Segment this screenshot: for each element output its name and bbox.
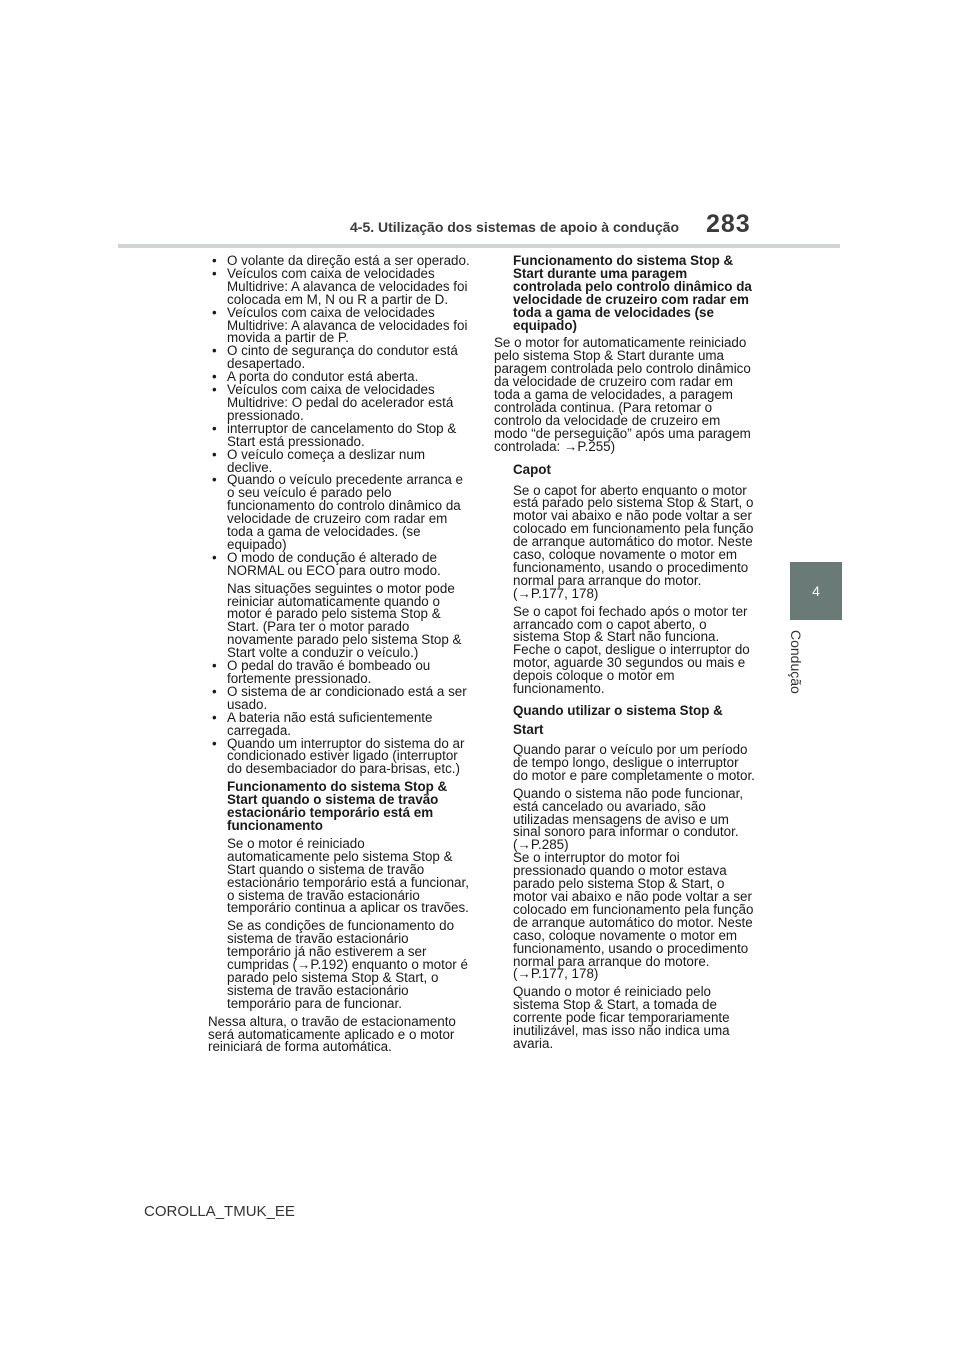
radar-paragraph: Se o motor for automaticamente reiniciado pelo sistema Stop & Start durante uma paragem controlada pelo controlo dinâmico da velocidade de cruzeiro com radar em toda a gama de velocidades, a paragem controlada continua. (Para retomar o controlo da velocidade de cruzeiro em modo “de perseguição” após uma paragem controlada: →P.255) xyxy=(494,335,751,454)
section-title: 4-5. Utilização dos sistemas de apoio à condução xyxy=(350,219,680,235)
use-paragraph: Quando parar o veículo por um período de tempo longo, desligue o interruptor do motor e pare completamente o motor. xyxy=(513,742,755,783)
bullet-list-conditions xyxy=(208,255,470,578)
list-item: • Veículos com caixa de velocidades Multidrive: A alavanca de velocidades foi colocada em M, N ou R a partir de D. xyxy=(208,268,470,307)
brake-heading: Funcionamento do sistema Stop & Start quando o sistema de travão estacionário temporário está em funcionamento xyxy=(227,779,448,833)
list-item: • Quando o veículo precedente arranca e o seu veículo é parado pelo funcionamento do controlo dinâmico da velocidade de cruzeiro com radar em toda a gama de velocidades. (se equipado) xyxy=(208,474,470,551)
list-item: • O volante da direção está a ser operado. xyxy=(208,255,470,268)
list-item: • O veículo começa a deslizar num declive. xyxy=(208,449,470,475)
model-code: COROLLA_TMUK_EE xyxy=(144,1203,295,1220)
right-column xyxy=(494,255,756,1051)
brake-paragraph: Se as condições de funcionamento do sistema de travão estacionário temporário já não estiverem a ser cumpridas (→P.192) enquanto o motor é parado pelo sistema Stop & Start, o sistema de travão estacionário temporário para de funcionar. xyxy=(227,918,468,1011)
use-heading: Quando utilizar o sistema Stop & Start xyxy=(513,703,723,737)
radar-heading: Funcionamento do sistema Stop & Start durante uma paragem controlada pelo controlo dinâmico da velocidade de cruzeiro com radar em toda a gama de velocidades (se equipado) xyxy=(513,253,752,333)
capot-paragraph: Se o capot foi fechado após o motor ter arrancado com o capot aberto, o sistema Stop & Start não funciona. Feche o capot, desligue o interruptor do motor, aguarde 30 segundos ou mais e depois coloque o motor em funcionamento. xyxy=(513,603,750,697)
brake-paragraph: Nessa altura, o travão de estacionamento será automaticamente aplicado e o motor reiniciará de forma automática. xyxy=(208,1013,456,1055)
list-item: • O modo de condução é alterado de NORMAL ou ECO para outro modo. xyxy=(208,552,470,578)
left-column xyxy=(208,255,470,1054)
use-paragraph: Se o interruptor do motor foi pressionado quando o motor estava parado pelo sistema Stop & Start, o motor vai abaixo e não pode voltar a ser colocado em funcionamento pela função de arranque automático do motor. Neste caso, coloque novamente o motor em funcionamento, usando o procedimento normal para arranque do motore. (→P.177, 178) xyxy=(513,850,754,982)
chapter-label-text: Condução xyxy=(788,630,804,694)
use-paragraph: Quando o motor é reiniciado pelo sistema Stop & Start, a tomada de corrente pode ficar temporariamente inutilizável, mas isso não indica uma avaria. xyxy=(513,984,730,1051)
list-item: • interruptor de cancelamento do Stop & Start está pressionado. xyxy=(208,423,470,449)
chapter-tab[interactable] xyxy=(790,562,842,620)
header-rule xyxy=(118,244,840,248)
list-item: • A bateria não está suficientemente carregada. xyxy=(208,712,470,738)
restart-situations-intro: Nas situações seguintes o motor pode reiniciar automaticamente quando o motor é parado pelo sistema Stop & Start. (Para ter o motor parado novamente parado pelo sistema Stop & Start volte a conduzir o veículo.) xyxy=(227,580,462,661)
use-paragraph: Quando o sistema não pode funcionar, está cancelado ou avariado, são utilizadas mensagens de aviso e um sinal sonoro para informar o condutor. (→P.285) xyxy=(513,785,744,853)
list-item: • O pedal do travão é bombeado ou fortemente pressionado. xyxy=(208,660,470,686)
list-item: • O sistema de ar condicionado está a ser usado. xyxy=(208,686,470,712)
list-item: • Veículos com caixa de velocidades Multidrive: A alavanca de velocidades foi movida a partir de P. xyxy=(208,307,470,346)
capot-paragraph: Se o capot for aberto enquanto o motor está parado pelo sistema Stop & Start, o motor vai abaixo e não pode voltar a ser colocado em funcionamento pela função de arranque automático do motor. Neste caso, coloque novamente o motor em funcionamento, usando o procedimento normal para arranque do motor. (→P.177, 178) xyxy=(513,482,754,601)
chapter-number: 4 xyxy=(812,583,820,599)
page-number: 283 xyxy=(706,210,751,238)
brake-paragraph: Se o motor é reiniciado automaticamente pelo sistema Stop & Start quando o sistema de travão estacionário temporário está a funcionar, o sistema de travão estacionário temporário continua a aplicar os travões. xyxy=(227,835,469,916)
list-item: • O cinto de segurança do condutor está desapertado. xyxy=(208,345,470,371)
chapter-label xyxy=(778,630,818,710)
bullet-list-restart xyxy=(208,660,470,776)
capot-heading: Capot xyxy=(513,461,551,477)
list-item: • A porta do condutor está aberta. xyxy=(208,371,470,384)
list-item: • Quando um interruptor do sistema do ar condicionado estiver ligado (interruptor do desembaciador do para-brisas, etc.) xyxy=(208,738,470,777)
list-item: • Veículos com caixa de velocidades Multidrive: O pedal do acelerador está pressionado. xyxy=(208,384,470,423)
